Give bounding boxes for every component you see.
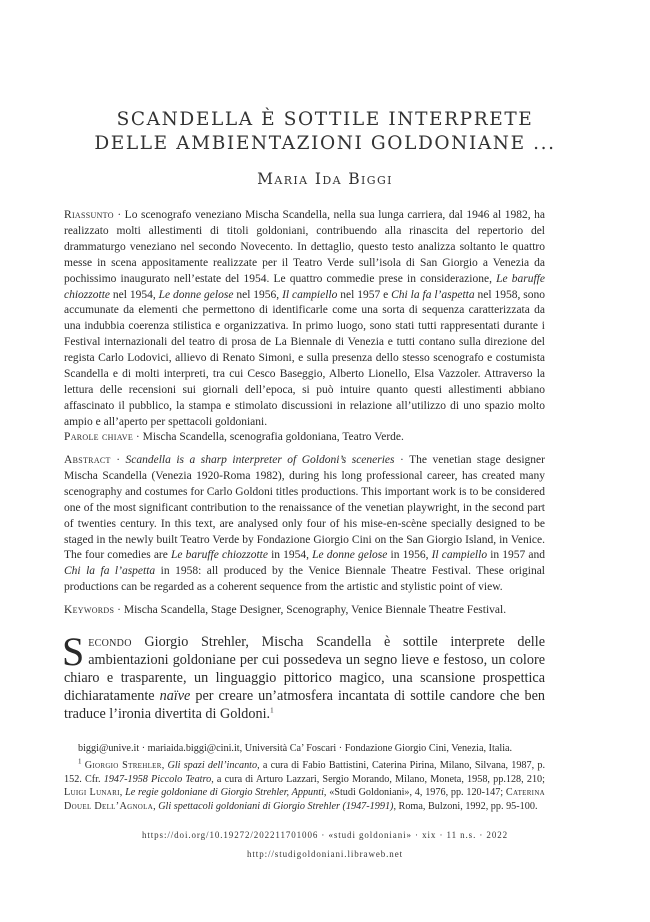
footnote-text: , Roma, Bulzoni, 1992, pp. 95-100. (393, 801, 538, 813)
riassunto-text: nel 1957 e (337, 288, 392, 301)
separator: · (394, 454, 410, 466)
author-name: Maria Ida Biggi (257, 170, 393, 188)
footnote-text: , «Studi Goldoniani», 4, 1976, pp. 120-147; (323, 787, 506, 799)
footnote-text: , a cura di Arturo Lazzari, Sergio Morando, Milano, Moneta, 1958, pp.128, 210; (211, 773, 545, 785)
cited-author: Giorgio Strehler (84, 759, 162, 771)
body-text: Giorgio Strehler, Mischa Scandella è sottile interprete delle ambientazioni goldoniane per cui possedeva un segno lieve e festoso, un colore chiaro e trasparente, un linguaggio pittorico magico, una scansione prospettica dichiaratamente (64, 634, 545, 704)
riassunto-label: Riassunto (64, 209, 114, 221)
footnote-text: , (161, 759, 168, 771)
abstract-title: Scandella is a sharp interpreter of Goldoni’s sceneries (125, 454, 395, 466)
cited-author: Caterina Douel Dell’Agnola (64, 787, 546, 813)
work-title: Il campiello (282, 288, 338, 301)
abstract-text: in 1956, (387, 549, 432, 562)
drop-cap: S (62, 629, 85, 674)
separator: · (113, 209, 125, 221)
work-title: Le donne gelose (312, 549, 388, 562)
abstract-text: in 1957 and (487, 549, 545, 562)
keywords-text: Mischa Scandella, Stage Designer, Scenography, Venice Biennale Theatre Festival. (123, 604, 507, 616)
riassunto-text: nel 1958, sono accumunate da elementi che permettono di identificarle come una sorta di sequenza caratterizzata da una indubbia coerenza stilistica e organizzativa. In primo luogo, sono stati tutti rappresentati durante i Festival internazionali del teatro di prosa de La Biennale di Venezia e tutti contano sulla direzione del regista Carlo Lodovici, allievo di Renato Simoni, e sulla presenza dello stesso scenografo e costumista Scandella e di molti interpreti, tra cui Cesco Baseggio, Alberto Lionello, Elsa Vazzoler. Attraverso la lettura delle recensioni sui giornali dell’epoca, si può intuire quanto questi allestimenti abbiano affascinato il pubblico, la stampa e stimolato discussioni in relazione all’utilizzo di uno spazio molto ampio e all’aperto per spettacoli goldoniani. (64, 288, 545, 428)
body-first-word: econdo (88, 634, 132, 650)
riassunto-text: Lo scenografo veneziano Mischa Scandella, nella sua lunga carriera, dal 1946 al 1982, ha realizzato molti allestimenti di titoli goldoniani, contribuendo alla rinascita del repertorio del drammaturgo veneziano nel secondo Novecento. In dettaglio, questo testo analizza soltanto le quattro messe in scena appositamente realizzate per il Teatro Verde sull’isola di San Giorgio a Venezia da pochissimo inaugurato nell’estate del 1954. Le quattro commedie prese in considerazione, (64, 209, 545, 285)
footnote-number: 1 (78, 757, 82, 766)
separator: · (133, 431, 143, 443)
title-line-2: DELLE AMBIENTAZIONI GOLDONIANE ... (94, 133, 556, 154)
keywords-label: Keywords (64, 604, 115, 616)
footnote-text: , (153, 801, 159, 813)
work-title: Le baruffe chiozzotte (171, 549, 268, 562)
separator: · (110, 454, 126, 466)
abstract-text: in 1958: all produced by the Venice Biennale Theatre Festival. These original productions can be regarded as a coherent sequence from the artistic and stylistic point of view. (64, 565, 545, 594)
riassunto-paragraph (64, 208, 545, 431)
abstract-paragraph (64, 453, 545, 596)
cited-title: Gli spettacoli goldoniani di Giorgio Strehler (1947-1991) (158, 801, 394, 813)
footnotes (64, 742, 545, 814)
work-title: Chi la fa l’aspetta (64, 565, 156, 578)
parole-chiave-text: Mischa Scandella, scenografia goldoniana, Teatro Verde. (142, 431, 404, 443)
footnote-ref[interactable]: 1 (270, 706, 274, 715)
cited-author: Luigi Lunari (64, 787, 120, 799)
cited-title: Gli spazi dell’incanto (167, 759, 258, 771)
work-title: Le donne gelose (158, 288, 234, 301)
author-affiliation-note: biggi@unive.it · mariaida.biggi@cini.it, Università Ca’ Foscari · Fondazione Giorgio Cini, Venezia, Italia. (78, 743, 513, 754)
keywords-paragraph (64, 603, 545, 619)
abstract-text: in 1954, (267, 549, 313, 562)
riassunto-text: nel 1956, (233, 288, 283, 301)
footnote-1 (64, 759, 545, 814)
body-text: per creare un’atmosfera incantata di sottile candore che ben traduce l’ironia divertita di Goldoni. (64, 688, 545, 722)
abstract-label: Abstract (64, 454, 111, 466)
title-line-1: SCANDELLA È SOTTILE INTERPRETE (116, 109, 534, 130)
emphasis-word: naïve (159, 688, 191, 704)
work-title: Chi la fa l’aspetta (391, 288, 475, 301)
work-title: Il campiello (431, 549, 488, 562)
footnote-text: , (119, 787, 126, 799)
article-title (0, 108, 650, 156)
parole-chiave-label: Parole chiave (64, 431, 134, 443)
cited-title: 1947-1958 Piccolo Teatro (103, 773, 212, 785)
work-title: Le baruffe chiozzotte (64, 272, 545, 301)
separator: · (114, 604, 124, 616)
journal-url-link[interactable]: http://studigoldoniani.libraweb.net (247, 849, 403, 859)
body-paragraph (62, 629, 545, 723)
doi-footer-link[interactable]: https://doi.org/10.19272/202211701006 · «studi goldoniani» · xix · 11 n.s. · 2022 (141, 830, 509, 840)
cited-title: Le regie goldoniane di Giorgio Strehler, Appunti (125, 787, 324, 799)
parole-chiave-paragraph (64, 430, 545, 446)
footnote-text: , a cura di Fabio Battistini, Caterina Pirina, Milano, Silvana, 1987, p. 152. Cfr. (64, 759, 545, 785)
abstract-text: The venetian stage designer Mischa Scandella (Venezia 1920-Roma 1982), during his long professional career, has created many scenography and costumes for Carlo Goldoni titles productions. This important work is to be considered one of the most significant contribution to the renaissance of the venetian playwright, in the second part of twenties century. In this text, are analysed only four of his mise-en-scène specially designed to be staged in the newly built Teatro Verde by Fondazione Giorgio Cini on the San Giorgio Island, in Venice. The four comedies are (64, 454, 545, 562)
riassunto-text: nel 1954, (110, 288, 159, 301)
